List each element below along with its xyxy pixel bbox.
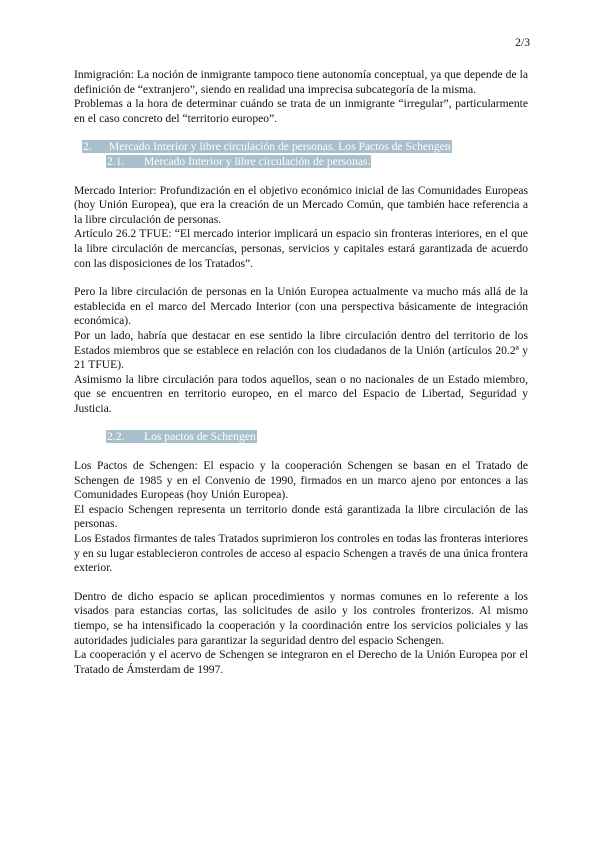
paragraph: Inmigración: La noción de inmigrante tampoco tiene autonomía conceptual, ya que depende de la definición de “extranjero”, siendo en realidad una imprecisa subcategoría de la misma. <box>74 68 528 96</box>
paragraph: Asimismo la libre circulación para todos aquellos, sean o no nacionales de un Estado miembro, que se encuentren en territorio europeo, en el marco del Espacio de Libertad, Seguridad y Justicia. <box>74 372 528 415</box>
paragraph-spacer <box>74 271 528 285</box>
heading-highlight <box>106 430 257 443</box>
paragraph: Pero la libre circulación de personas en la Unión Europea actualmente va mucho más allá de la establecida en el marco del Mercado Interior (con una perspectiva básicamente de integración económica). <box>74 285 528 328</box>
paragraph: Por un lado, habría que destacar en ese sentido la libre circulación dentro del territorio de los Estados miembros que se establece en relación con los ciudadanos de la Unión (artículos 20.2ª y 21 TFUE). <box>74 328 528 372</box>
paragraph: Mercado Interior: Profundización en el objetivo económico inicial de las Comunidades Europeas (hoy Unión Europea), que era la creación de un Mercado Común, que también hace referencia a la libre circulación de personas. <box>74 183 528 226</box>
heading-highlight <box>82 140 452 153</box>
document-body <box>74 68 528 677</box>
paragraph-spacer <box>74 416 528 430</box>
paragraph: Artículo 26.2 TFUE: “El mercado interior implicará un espacio sin fronteras interiores, en el que la libre circulación de mercancías, personas, servicios y capitales estará garantizada de acuerdo con las disposiciones de los Tratados”. <box>74 227 528 270</box>
paragraph: Dentro de dicho espacio se aplican procedimientos y normas comunes en lo referente a los visados para estancias cortas, las solicitudes de asilo y los controles fronterizos. Al mismo tiempo, se ha intensificado la cooperación y la coordinación entre los servicios policiales y las autoridades judiciales para garantizar la seguridad dentro del espacio Schengen. <box>74 589 528 647</box>
paragraph: Los Estados firmantes de tales Tratados suprimieron los controles en todas las fronteras interiores y en su lugar establecieron controles de acceso al espacio Schengen a través de una única frontera exterior. <box>74 532 528 575</box>
heading-text: Mercado Interior y libre circulación de personas. Los Pactos de Schengen <box>109 140 451 154</box>
paragraph: La cooperación y el acervo de Schengen se integraron en el Derecho de la Unión Europea por el Tratado de Ámsterdam de 1997. <box>74 648 528 676</box>
paragraph-spacer <box>74 445 528 459</box>
heading-highlight <box>106 155 371 168</box>
heading-number: 2.1. <box>107 154 125 168</box>
page-number: 2/3 <box>515 36 530 49</box>
heading-number: 2.2. <box>107 430 125 444</box>
heading-text: Mercado Interior y libre circulación de personas. <box>144 154 371 168</box>
section-heading <box>74 140 528 155</box>
subsection-heading <box>74 430 528 445</box>
paragraph-spacer <box>74 170 528 184</box>
subsection-heading <box>74 155 528 170</box>
heading-number: 2. <box>83 140 92 154</box>
paragraph-spacer <box>74 576 528 590</box>
paragraph: Problemas a la hora de determinar cuándo se trata de un inmigrante “irregular”, particularmente en el caso concreto del “territorio europeo”. <box>74 97 528 125</box>
paragraph: Los Pactos de Schengen: El espacio y la cooperación Schengen se basan en el Tratado de Schengen de 1985 y en el Convenio de 1990, firmados en un marco ajeno por entonces a las Comunidades Europeas (hoy Unión Europea). <box>74 459 528 502</box>
paragraph: El espacio Schengen representa un territorio donde está garantizada la libre circulación de las personas. <box>74 502 528 531</box>
heading-text: Los pactos de Schengen <box>144 430 256 444</box>
